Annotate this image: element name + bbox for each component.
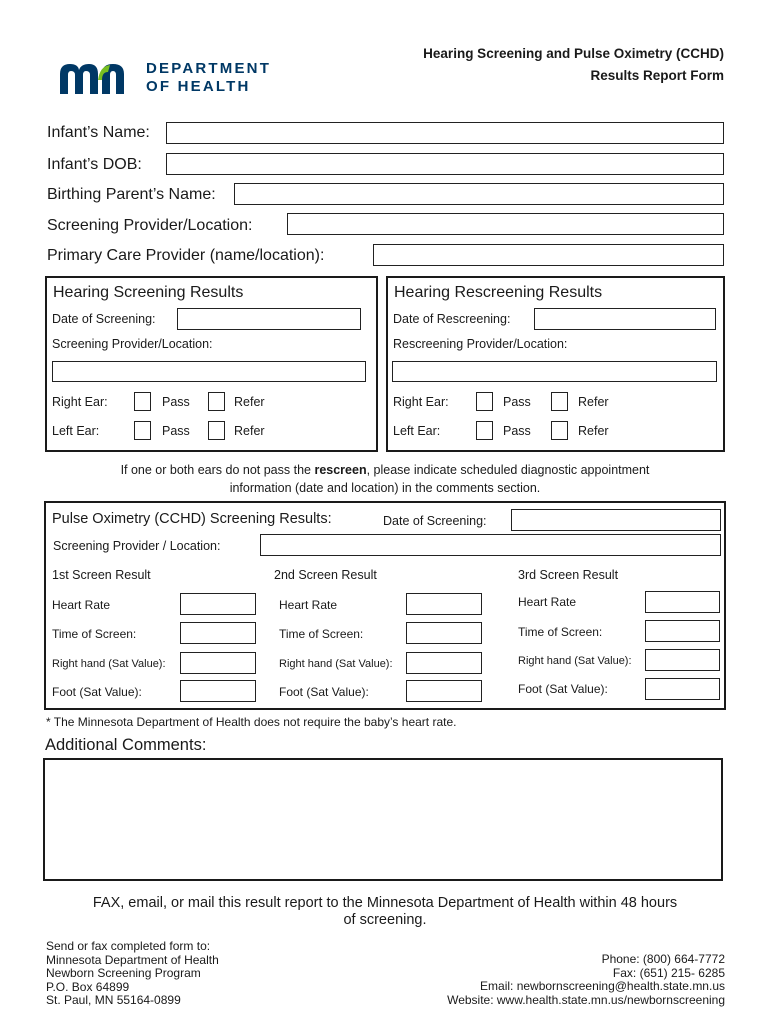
screen3-heart-rate-label: Heart Rate	[518, 595, 577, 609]
notice-part1: If one or both ears do not pass the	[120, 463, 315, 477]
screen3-time-label: Time of Screen:	[518, 625, 603, 639]
pulse-provider-field[interactable]	[260, 534, 721, 556]
hearing-provider-field[interactable]	[52, 361, 366, 382]
screen2-right-hand-label: Right hand (Sat Value):	[279, 658, 393, 670]
address-line: Newborn Screening Program	[46, 966, 201, 981]
instruction-line2: of screening.	[343, 912, 427, 928]
instruction-line1: FAX, email, or mail this result report to the Minnesota Department of Health within 48 hours	[92, 895, 678, 911]
hearing-date-field[interactable]	[177, 308, 361, 330]
address-line: Minnesota Department of Health	[46, 952, 219, 967]
screen3-foot-label: Foot (Sat Value):	[518, 682, 608, 696]
primary-care-provider-label: Primary Care Provider (name/location):	[47, 247, 325, 264]
rescreening-date-label: Date of Rescreening:	[393, 312, 511, 326]
birthing-parent-field[interactable]	[234, 183, 724, 205]
hearing-left-pass-label: Pass	[162, 424, 190, 438]
screen2-heart-rate-label: Heart Rate	[279, 598, 338, 612]
rescreening-date-field[interactable]	[534, 308, 716, 330]
notice-bold: rescreen	[314, 463, 367, 477]
hearing-right-refer-checkbox[interactable]	[208, 392, 225, 411]
primary-care-provider-field[interactable]	[373, 244, 724, 266]
hearing-left-pass-checkbox[interactable]	[134, 421, 151, 440]
screen2-right-hand-field[interactable]	[406, 652, 482, 674]
address-line: St. Paul, MN 55164-0899	[46, 993, 181, 1008]
screen2-time-field[interactable]	[406, 622, 482, 644]
rescreening-right-pass-label: Pass	[503, 395, 531, 409]
rescreening-provider-field[interactable]	[392, 361, 717, 382]
rescreening-right-refer-checkbox[interactable]	[551, 392, 568, 411]
infant-name-field[interactable]	[166, 122, 724, 144]
screen1-heart-rate-label: Heart Rate	[52, 598, 111, 612]
screen3-header: 3rd Screen Result	[518, 568, 619, 582]
form-title-line2: Results Report Form	[590, 68, 724, 83]
screen1-heart-rate-field[interactable]	[180, 593, 256, 615]
birthing-parent-label: Birthing Parent’s Name:	[47, 186, 216, 203]
infant-name-label: Infant’s Name:	[47, 124, 150, 141]
form-title-line1: Hearing Screening and Pulse Oximetry (CCHD)	[423, 46, 724, 61]
pulse-oximetry-title: Pulse Oximetry (CCHD) Screening Results:	[52, 511, 332, 527]
rescreen-notice	[40, 461, 730, 497]
mailing-address	[46, 940, 219, 1008]
screen1-right-hand-label: Right hand (Sat Value):	[52, 658, 166, 670]
hearing-right-pass-checkbox[interactable]	[134, 392, 151, 411]
infant-dob-label: Infant’s DOB:	[47, 156, 142, 173]
rescreening-left-pass-checkbox[interactable]	[476, 421, 493, 440]
mdh-logo-mark	[58, 60, 138, 96]
rescreening-right-pass-checkbox[interactable]	[476, 392, 493, 411]
hearing-right-pass-label: Pass	[162, 395, 190, 409]
screen1-right-hand-field[interactable]	[180, 652, 256, 674]
hearing-date-label: Date of Screening:	[52, 312, 156, 326]
screen2-header: 2nd Screen Result	[274, 568, 377, 582]
footer-instruction	[40, 895, 730, 929]
screen1-time-label: Time of Screen:	[52, 627, 137, 641]
hearing-screening-panel	[45, 276, 378, 452]
screen3-heart-rate-field[interactable]	[645, 591, 720, 613]
hearing-rescreening-panel	[386, 276, 725, 452]
screen2-foot-field[interactable]	[406, 680, 482, 702]
hearing-left-refer-label: Refer	[234, 424, 265, 438]
pulse-date-field[interactable]	[511, 509, 721, 531]
pulse-date-label: Date of Screening:	[383, 514, 487, 528]
address-line: Send or fax completed form to:	[46, 939, 211, 953]
contact-info	[447, 953, 725, 1007]
infant-dob-field[interactable]	[166, 153, 724, 175]
screen1-time-field[interactable]	[180, 622, 256, 644]
hearing-right-refer-label: Refer	[234, 395, 265, 409]
screen2-heart-rate-field[interactable]	[406, 593, 482, 615]
additional-comments-label: Additional Comments:	[45, 736, 207, 754]
pulse-oximetry-panel	[44, 501, 726, 710]
screen1-foot-field[interactable]	[180, 680, 256, 702]
hearing-left-ear-label: Left Ear:	[52, 424, 100, 438]
screen1-header: 1st Screen Result	[52, 568, 151, 582]
rescreening-left-ear-label: Left Ear:	[393, 424, 441, 438]
screen3-time-field[interactable]	[645, 620, 720, 642]
rescreening-provider-label: Rescreening Provider/Location:	[393, 337, 568, 351]
screen1-foot-label: Foot (Sat Value):	[52, 685, 142, 699]
contact-email[interactable]: Email: newbornscreening@health.state.mn.us	[480, 979, 725, 994]
hearing-provider-label: Screening Provider/Location:	[52, 337, 213, 351]
screen3-foot-field[interactable]	[645, 678, 720, 700]
rescreening-left-refer-checkbox[interactable]	[551, 421, 568, 440]
rescreening-left-pass-label: Pass	[503, 424, 531, 438]
heart-rate-footnote: * The Minnesota Department of Health does not require the baby’s heart rate.	[46, 715, 457, 729]
screen3-right-hand-label: Right hand (Sat Value):	[518, 655, 632, 667]
rescreening-title: Hearing Rescreening Results	[394, 284, 603, 301]
screen3-right-hand-field[interactable]	[645, 649, 720, 671]
contact-fax: Fax: (651) 215- 6285	[612, 965, 725, 980]
screen2-time-label: Time of Screen:	[279, 627, 364, 641]
additional-comments-field[interactable]	[43, 758, 723, 881]
rescreening-right-refer-label: Refer	[578, 395, 609, 409]
screen2-foot-label: Foot (Sat Value):	[279, 685, 369, 699]
hearing-left-refer-checkbox[interactable]	[208, 421, 225, 440]
address-line: P.O. Box 64899	[46, 979, 130, 994]
contact-website[interactable]: Website: www.health.state.mn.us/newbornscreening	[447, 992, 725, 1007]
notice-part2: , please indicate scheduled diagnostic appointment	[366, 463, 650, 477]
rescreening-right-ear-label: Right Ear:	[393, 395, 449, 409]
pulse-provider-label: Screening Provider / Location:	[53, 539, 221, 553]
screening-provider-label: Screening Provider/Location:	[47, 217, 253, 234]
notice-line2: information (date and location) in the comments section.	[229, 481, 541, 495]
logo-text-line2: OF HEALTH	[146, 78, 251, 95]
contact-phone: Phone: (800) 664-7772	[601, 952, 725, 966]
logo-text-line1: DEPARTMENT	[146, 60, 272, 77]
rescreening-left-refer-label: Refer	[578, 424, 609, 438]
hearing-screening-title: Hearing Screening Results	[53, 284, 244, 301]
hearing-right-ear-label: Right Ear:	[52, 395, 108, 409]
mdh-logo	[58, 58, 288, 98]
screening-provider-field[interactable]	[287, 213, 724, 235]
